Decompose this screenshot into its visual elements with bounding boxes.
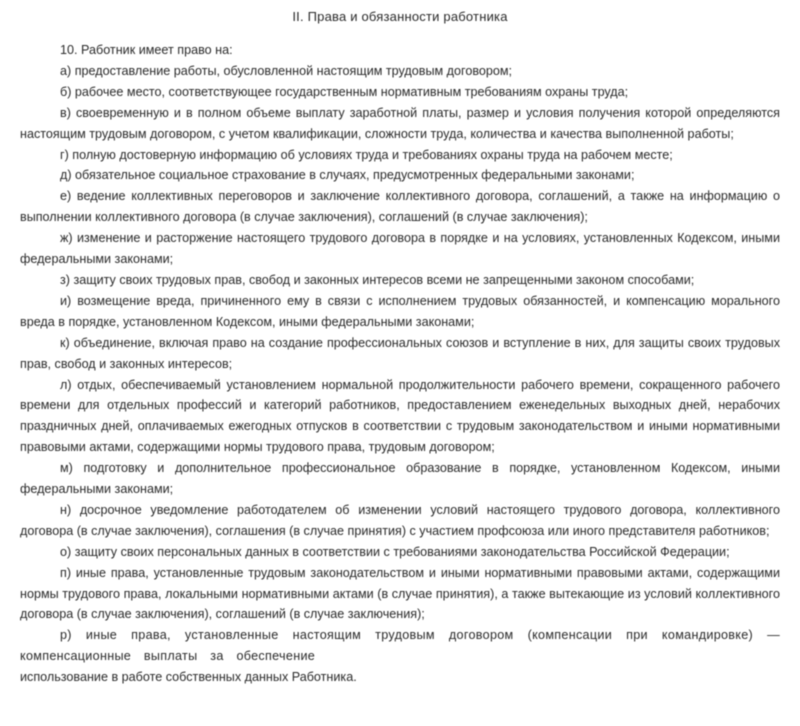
clause-item: д) обязательное социальное страхование в случаях, предусмотренных федеральными законами; (60, 168, 635, 183)
clause-item: р) иные права, установленные настоящим трудовым договором (компенсации при командировке) — компенсационные выплаты за обеспечение (20, 628, 780, 664)
section-heading: II. Права и обязанности работника (292, 9, 508, 24)
clause-item: а) предоставление работы, обусловленной настоящим трудовым договором; (60, 63, 513, 78)
clause-item: г) полную достоверную информацию об условиях труда и требованиях охраны труда на рабочем месте; (60, 147, 673, 162)
clause-item: л) отдых, обеспечиваемый установлением нормальной продолжительности рабочего времени, сокращенного рабочего времени для отдельных профессий и категорий работников, предоставлением еженедельных выходных дней, нерабочих праздничных дней, оплачиваемых ежегодных отпусков в соответствии с трудовым законодательством и иными нормативными правовыми актами, содержащими нормы трудового права, трудовым договором; (20, 377, 780, 455)
clause-item: н) досрочное уведомление работодателем об изменении условий настоящего трудового договора, коллективного договора (в случае заключения), соглашения (в случае принятия) с участием профсоюза или иного представителя работников; (20, 502, 780, 538)
clause-item: о) защиту своих персональных данных в соответствии с требованиями законодательства Российской Федерации; (60, 544, 730, 559)
clause-item: е) ведение коллективных переговоров и заключение коллективного договора, соглашений, а также на информацию о выполнении коллективного договора (в случае заключения), соглашений (в случае заключения); (20, 189, 780, 225)
document-body (20, 40, 780, 688)
clause-item: з) защиту своих трудовых прав, свобод и законных интересов всеми не запрещенными законом способами; (60, 272, 695, 287)
clause-item: к) объединение, включая право на создание профессиональных союзов и вступление в них, для защиты своих трудовых прав, свобод и законных интересов; (20, 335, 780, 371)
clause-item: б) рабочее место, соответствующее государственным нормативным требованиям охраны труда; (60, 84, 629, 99)
clause-item: в) своевременную и в полном объеме выплату заработной платы, размер и условия получения которой определяются настоящим трудовым договором, с учетом квалификации, сложности труда, количества и качества выполненной работы; (20, 105, 780, 141)
clause-item: ж) изменение и расторжение настоящего трудового договора в порядке и на условиях, установленных Кодексом, иными федеральными законами; (20, 231, 780, 267)
clause-item: и) возмещение вреда, причиненного ему в связи с исполнением трудовых обязанностей, и компенсацию морального вреда в порядке, установленном Кодексом, иными федеральными законами; (20, 293, 780, 329)
clause-item: п) иные права, установленные трудовым законодательством и иными нормативными правовыми актами, содержащими нормы трудового права, локальными нормативными актами (в случае принятия), а также вытекающие из условий коллективного договора (в случае заключения), соглашений (в случае заключения); (20, 565, 780, 622)
clause-item: м) подготовку и дополнительное профессиональное образование в порядке, установленном Кодексом, иными федеральными законами; (20, 461, 780, 497)
clause-intro: 10. Работник имеет право на: (60, 43, 233, 57)
clause-continuation: использование в работе собственных данных Работника. (20, 670, 357, 685)
